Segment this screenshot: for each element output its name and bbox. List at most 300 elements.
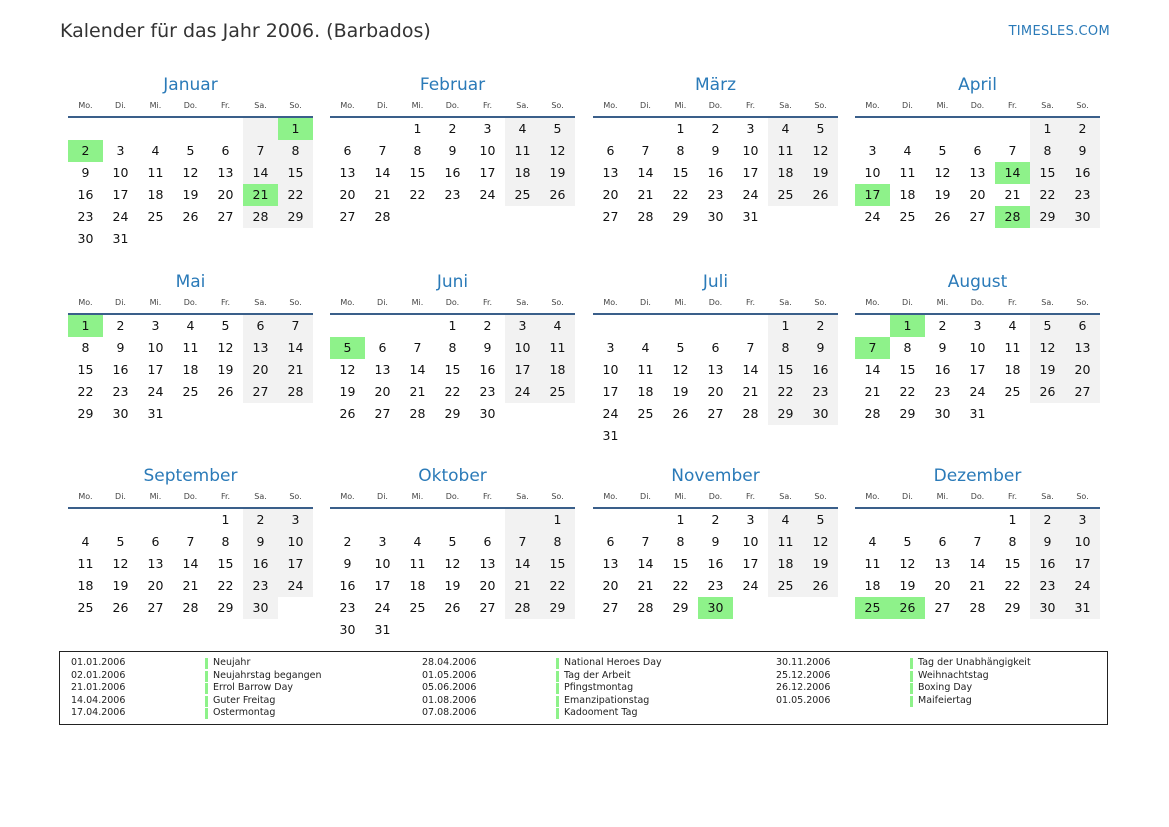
- day-cell[interactable]: 6: [938, 534, 947, 549]
- day-cell-holiday[interactable]: 1: [278, 118, 313, 140]
- day-cell[interactable]: 26: [803, 575, 838, 597]
- day-cell[interactable]: 17: [602, 384, 619, 399]
- day-cell[interactable]: 20: [707, 384, 724, 399]
- day-cell[interactable]: 19: [672, 384, 689, 399]
- day-cell[interactable]: 15: [899, 362, 916, 377]
- day-cell[interactable]: 28: [637, 600, 654, 615]
- day-cell[interactable]: 12: [339, 362, 356, 377]
- day-cell[interactable]: 23: [479, 384, 496, 399]
- day-cell[interactable]: 14: [505, 553, 540, 575]
- day-cell[interactable]: 23: [707, 578, 724, 593]
- day-cell[interactable]: 7: [505, 531, 540, 553]
- day-cell[interactable]: 19: [934, 187, 951, 202]
- day-cell[interactable]: 13: [479, 556, 496, 571]
- day-cell[interactable]: 6: [606, 143, 615, 158]
- day-cell[interactable]: 23: [444, 187, 461, 202]
- day-cell[interactable]: 27: [707, 406, 724, 421]
- day-cell[interactable]: 8: [278, 140, 313, 162]
- day-cell[interactable]: 29: [1030, 206, 1065, 228]
- day-cell[interactable]: 1: [448, 318, 457, 333]
- day-cell[interactable]: 29: [768, 403, 803, 425]
- day-cell[interactable]: 12: [899, 556, 916, 571]
- day-cell[interactable]: 4: [81, 534, 90, 549]
- day-cell[interactable]: 8: [221, 534, 230, 549]
- day-cell[interactable]: 24: [742, 578, 759, 593]
- day-cell[interactable]: 17: [479, 165, 496, 180]
- day-cell[interactable]: 24: [147, 384, 164, 399]
- day-cell[interactable]: 23: [77, 209, 94, 224]
- day-cell[interactable]: 19: [339, 384, 356, 399]
- day-cell[interactable]: 27: [934, 600, 951, 615]
- day-cell[interactable]: 16: [479, 362, 496, 377]
- day-cell[interactable]: 28: [409, 406, 426, 421]
- day-cell[interactable]: 23: [707, 187, 724, 202]
- day-cell[interactable]: 22: [1030, 184, 1065, 206]
- brand-link[interactable]: TIMESLES.COM: [1008, 24, 1110, 39]
- day-cell[interactable]: 7: [641, 143, 650, 158]
- day-cell[interactable]: 18: [77, 578, 94, 593]
- day-cell[interactable]: 29: [217, 600, 234, 615]
- day-cell[interactable]: 2: [116, 318, 125, 333]
- day-cell-holiday[interactable]: 2: [68, 140, 103, 162]
- day-cell[interactable]: 22: [768, 381, 803, 403]
- day-cell[interactable]: 9: [81, 165, 90, 180]
- day-cell[interactable]: 17: [112, 187, 129, 202]
- day-cell[interactable]: 9: [116, 340, 125, 355]
- day-cell[interactable]: 21: [374, 187, 391, 202]
- day-cell[interactable]: 23: [339, 600, 356, 615]
- day-cell[interactable]: 23: [1065, 184, 1100, 206]
- day-cell[interactable]: 2: [803, 315, 838, 337]
- day-cell[interactable]: 14: [278, 337, 313, 359]
- day-cell[interactable]: 4: [540, 315, 575, 337]
- day-cell[interactable]: 18: [147, 187, 164, 202]
- day-cell[interactable]: 10: [864, 165, 881, 180]
- day-cell[interactable]: 26: [339, 406, 356, 421]
- day-cell[interactable]: 18: [182, 362, 199, 377]
- day-cell[interactable]: 14: [637, 556, 654, 571]
- day-cell-holiday[interactable]: 5: [330, 337, 365, 359]
- day-cell[interactable]: 18: [409, 578, 426, 593]
- day-cell-holiday[interactable]: 1: [68, 315, 103, 337]
- day-cell[interactable]: 14: [637, 165, 654, 180]
- day-cell[interactable]: 27: [374, 406, 391, 421]
- day-cell[interactable]: 30: [339, 622, 356, 637]
- day-cell[interactable]: 28: [742, 406, 759, 421]
- day-cell[interactable]: 22: [672, 578, 689, 593]
- day-cell[interactable]: 13: [1065, 337, 1100, 359]
- day-cell[interactable]: 6: [378, 340, 387, 355]
- day-cell[interactable]: 13: [602, 165, 619, 180]
- day-cell[interactable]: 27: [1065, 381, 1100, 403]
- day-cell[interactable]: 4: [1008, 318, 1017, 333]
- day-cell[interactable]: 9: [938, 340, 947, 355]
- day-cell[interactable]: 26: [182, 209, 199, 224]
- day-cell[interactable]: 8: [676, 143, 685, 158]
- day-cell[interactable]: 20: [934, 578, 951, 593]
- day-cell[interactable]: 2: [1065, 118, 1100, 140]
- day-cell[interactable]: 2: [711, 121, 720, 136]
- day-cell[interactable]: 29: [444, 406, 461, 421]
- day-cell[interactable]: 24: [505, 381, 540, 403]
- day-cell[interactable]: 21: [182, 578, 199, 593]
- day-cell[interactable]: 20: [479, 578, 496, 593]
- day-cell[interactable]: 31: [602, 428, 619, 443]
- day-cell[interactable]: 10: [742, 143, 759, 158]
- day-cell[interactable]: 19: [540, 162, 575, 184]
- day-cell[interactable]: 3: [378, 534, 387, 549]
- day-cell[interactable]: 25: [768, 575, 803, 597]
- day-cell[interactable]: 13: [147, 556, 164, 571]
- day-cell[interactable]: 10: [278, 531, 313, 553]
- day-cell[interactable]: 16: [707, 556, 724, 571]
- day-cell[interactable]: 14: [182, 556, 199, 571]
- day-cell[interactable]: 15: [409, 165, 426, 180]
- day-cell[interactable]: 16: [243, 553, 278, 575]
- day-cell[interactable]: 15: [217, 556, 234, 571]
- day-cell[interactable]: 21: [742, 384, 759, 399]
- day-cell[interactable]: 16: [444, 165, 461, 180]
- day-cell[interactable]: 17: [147, 362, 164, 377]
- day-cell[interactable]: 5: [938, 143, 947, 158]
- day-cell[interactable]: 28: [505, 597, 540, 619]
- day-cell[interactable]: 10: [479, 143, 496, 158]
- day-cell[interactable]: 20: [243, 359, 278, 381]
- day-cell[interactable]: 15: [444, 362, 461, 377]
- day-cell[interactable]: 25: [899, 209, 916, 224]
- day-cell[interactable]: 24: [278, 575, 313, 597]
- day-cell[interactable]: 21: [637, 187, 654, 202]
- day-cell[interactable]: 31: [969, 406, 986, 421]
- day-cell[interactable]: 30: [803, 403, 838, 425]
- day-cell-holiday[interactable]: 28: [995, 206, 1030, 228]
- day-cell[interactable]: 20: [339, 187, 356, 202]
- day-cell[interactable]: 31: [1065, 597, 1100, 619]
- day-cell[interactable]: 17: [374, 578, 391, 593]
- day-cell[interactable]: 3: [505, 315, 540, 337]
- day-cell[interactable]: 22: [77, 384, 94, 399]
- day-cell[interactable]: 13: [217, 165, 234, 180]
- day-cell[interactable]: 9: [243, 531, 278, 553]
- day-cell[interactable]: 24: [864, 209, 881, 224]
- day-cell[interactable]: 1: [768, 315, 803, 337]
- day-cell[interactable]: 22: [444, 384, 461, 399]
- day-cell[interactable]: 29: [1004, 600, 1021, 615]
- day-cell[interactable]: 12: [444, 556, 461, 571]
- day-cell[interactable]: 30: [479, 406, 496, 421]
- day-cell[interactable]: 6: [243, 315, 278, 337]
- day-cell[interactable]: 3: [746, 512, 755, 527]
- day-cell[interactable]: 3: [1065, 509, 1100, 531]
- day-cell[interactable]: 24: [1065, 575, 1100, 597]
- day-cell[interactable]: 30: [934, 406, 951, 421]
- day-cell[interactable]: 19: [217, 362, 234, 377]
- day-cell-holiday[interactable]: 1: [890, 315, 925, 337]
- day-cell[interactable]: 3: [483, 121, 492, 136]
- day-cell[interactable]: 8: [448, 340, 457, 355]
- day-cell-holiday[interactable]: 26: [890, 597, 925, 619]
- day-cell[interactable]: 13: [339, 165, 356, 180]
- day-cell[interactable]: 8: [413, 143, 422, 158]
- day-cell[interactable]: 15: [1030, 162, 1065, 184]
- day-cell[interactable]: 26: [1030, 381, 1065, 403]
- day-cell[interactable]: 4: [186, 318, 195, 333]
- day-cell-holiday[interactable]: 21: [243, 184, 278, 206]
- day-cell[interactable]: 9: [343, 556, 352, 571]
- day-cell[interactable]: 2: [448, 121, 457, 136]
- day-cell[interactable]: 8: [1008, 534, 1017, 549]
- day-cell[interactable]: 17: [742, 165, 759, 180]
- day-cell[interactable]: 3: [116, 143, 125, 158]
- day-cell[interactable]: 11: [899, 165, 916, 180]
- day-cell[interactable]: 27: [217, 209, 234, 224]
- day-cell[interactable]: 26: [444, 600, 461, 615]
- day-cell[interactable]: 8: [1030, 140, 1065, 162]
- day-cell[interactable]: 8: [540, 531, 575, 553]
- day-cell[interactable]: 19: [899, 578, 916, 593]
- day-cell[interactable]: 4: [768, 118, 803, 140]
- day-cell[interactable]: 26: [217, 384, 234, 399]
- day-cell[interactable]: 26: [540, 184, 575, 206]
- day-cell[interactable]: 22: [540, 575, 575, 597]
- day-cell[interactable]: 13: [374, 362, 391, 377]
- day-cell[interactable]: 4: [505, 118, 540, 140]
- day-cell[interactable]: 1: [413, 121, 422, 136]
- day-cell[interactable]: 25: [1004, 384, 1021, 399]
- day-cell[interactable]: 26: [672, 406, 689, 421]
- day-cell[interactable]: 14: [742, 362, 759, 377]
- day-cell[interactable]: 5: [221, 318, 230, 333]
- day-cell[interactable]: 25: [409, 600, 426, 615]
- day-cell[interactable]: 7: [378, 143, 387, 158]
- day-cell[interactable]: 17: [1065, 553, 1100, 575]
- day-cell[interactable]: 1: [540, 509, 575, 531]
- day-cell[interactable]: 14: [374, 165, 391, 180]
- day-cell[interactable]: 2: [243, 509, 278, 531]
- day-cell[interactable]: 9: [448, 143, 457, 158]
- day-cell[interactable]: 24: [742, 187, 759, 202]
- day-cell[interactable]: 2: [483, 318, 492, 333]
- day-cell[interactable]: 16: [803, 359, 838, 381]
- day-cell[interactable]: 10: [374, 556, 391, 571]
- day-cell[interactable]: 7: [641, 534, 650, 549]
- day-cell[interactable]: 16: [1065, 162, 1100, 184]
- day-cell[interactable]: 7: [243, 140, 278, 162]
- day-cell[interactable]: 11: [77, 556, 94, 571]
- day-cell[interactable]: 20: [602, 578, 619, 593]
- day-cell[interactable]: 21: [864, 384, 881, 399]
- day-cell[interactable]: 23: [803, 381, 838, 403]
- day-cell[interactable]: 4: [641, 340, 650, 355]
- day-cell[interactable]: 4: [151, 143, 160, 158]
- day-cell[interactable]: 9: [1030, 531, 1065, 553]
- day-cell[interactable]: 28: [969, 600, 986, 615]
- day-cell[interactable]: 12: [540, 140, 575, 162]
- day-cell[interactable]: 21: [505, 575, 540, 597]
- day-cell[interactable]: 27: [969, 209, 986, 224]
- day-cell[interactable]: 21: [1004, 187, 1021, 202]
- day-cell[interactable]: 31: [742, 209, 759, 224]
- day-cell[interactable]: 12: [182, 165, 199, 180]
- day-cell[interactable]: 2: [1030, 509, 1065, 531]
- day-cell[interactable]: 27: [479, 600, 496, 615]
- day-cell[interactable]: 12: [803, 140, 838, 162]
- day-cell[interactable]: 19: [1030, 359, 1065, 381]
- day-cell[interactable]: 18: [505, 162, 540, 184]
- day-cell[interactable]: 1: [1030, 118, 1065, 140]
- day-cell[interactable]: 27: [602, 209, 619, 224]
- day-cell[interactable]: 17: [505, 359, 540, 381]
- day-cell[interactable]: 7: [746, 340, 755, 355]
- day-cell[interactable]: 31: [147, 406, 164, 421]
- day-cell[interactable]: 6: [151, 534, 160, 549]
- day-cell[interactable]: 11: [1004, 340, 1021, 355]
- day-cell[interactable]: 10: [147, 340, 164, 355]
- day-cell[interactable]: 11: [864, 556, 881, 571]
- day-cell[interactable]: 28: [864, 406, 881, 421]
- day-cell[interactable]: 2: [343, 534, 352, 549]
- day-cell[interactable]: 22: [217, 578, 234, 593]
- day-cell[interactable]: 19: [112, 578, 129, 593]
- day-cell[interactable]: 19: [803, 162, 838, 184]
- day-cell[interactable]: 6: [1065, 315, 1100, 337]
- day-cell[interactable]: 29: [278, 206, 313, 228]
- day-cell[interactable]: 15: [768, 359, 803, 381]
- day-cell[interactable]: 5: [676, 340, 685, 355]
- day-cell[interactable]: 9: [1065, 140, 1100, 162]
- day-cell[interactable]: 25: [147, 209, 164, 224]
- day-cell[interactable]: 23: [934, 384, 951, 399]
- day-cell[interactable]: 16: [112, 362, 129, 377]
- day-cell[interactable]: 23: [1030, 575, 1065, 597]
- day-cell[interactable]: 26: [112, 600, 129, 615]
- day-cell-holiday[interactable]: 7: [855, 337, 890, 359]
- day-cell[interactable]: 20: [374, 384, 391, 399]
- day-cell[interactable]: 21: [278, 359, 313, 381]
- day-cell[interactable]: 29: [540, 597, 575, 619]
- day-cell[interactable]: 9: [483, 340, 492, 355]
- day-cell[interactable]: 18: [864, 578, 881, 593]
- day-cell[interactable]: 29: [899, 406, 916, 421]
- day-cell[interactable]: 16: [934, 362, 951, 377]
- day-cell[interactable]: 20: [1065, 359, 1100, 381]
- day-cell[interactable]: 24: [969, 384, 986, 399]
- day-cell[interactable]: 18: [768, 162, 803, 184]
- day-cell[interactable]: 24: [112, 209, 129, 224]
- day-cell[interactable]: 13: [707, 362, 724, 377]
- day-cell[interactable]: 9: [803, 337, 838, 359]
- day-cell[interactable]: 30: [77, 231, 94, 246]
- day-cell[interactable]: 28: [278, 381, 313, 403]
- day-cell[interactable]: 29: [77, 406, 94, 421]
- day-cell[interactable]: 12: [217, 340, 234, 355]
- day-cell[interactable]: 5: [903, 534, 912, 549]
- day-cell[interactable]: 27: [243, 381, 278, 403]
- day-cell[interactable]: 1: [1008, 512, 1017, 527]
- day-cell[interactable]: 11: [768, 531, 803, 553]
- day-cell[interactable]: 26: [934, 209, 951, 224]
- day-cell-holiday[interactable]: 17: [855, 184, 890, 206]
- day-cell-holiday[interactable]: 30: [698, 597, 733, 619]
- day-cell[interactable]: 30: [243, 597, 278, 619]
- day-cell[interactable]: 4: [768, 509, 803, 531]
- day-cell[interactable]: 11: [182, 340, 199, 355]
- day-cell[interactable]: 2: [938, 318, 947, 333]
- day-cell[interactable]: 12: [112, 556, 129, 571]
- day-cell[interactable]: 10: [112, 165, 129, 180]
- day-cell[interactable]: 2: [711, 512, 720, 527]
- day-cell[interactable]: 9: [711, 534, 720, 549]
- day-cell[interactable]: 18: [540, 359, 575, 381]
- day-cell[interactable]: 23: [243, 575, 278, 597]
- day-cell[interactable]: 20: [969, 187, 986, 202]
- day-cell[interactable]: 18: [899, 187, 916, 202]
- day-cell[interactable]: 6: [711, 340, 720, 355]
- day-cell[interactable]: 1: [221, 512, 230, 527]
- day-cell-holiday[interactable]: 25: [855, 597, 890, 619]
- day-cell[interactable]: 30: [1030, 597, 1065, 619]
- day-cell[interactable]: 21: [969, 578, 986, 593]
- day-cell[interactable]: 4: [868, 534, 877, 549]
- day-cell[interactable]: 10: [1065, 531, 1100, 553]
- day-cell[interactable]: 6: [973, 143, 982, 158]
- day-cell[interactable]: 15: [1004, 556, 1021, 571]
- day-cell[interactable]: 16: [1030, 553, 1065, 575]
- day-cell[interactable]: 29: [672, 600, 689, 615]
- day-cell[interactable]: 27: [339, 209, 356, 224]
- day-cell[interactable]: 14: [969, 556, 986, 571]
- day-cell[interactable]: 11: [409, 556, 426, 571]
- day-cell[interactable]: 12: [672, 362, 689, 377]
- day-cell[interactable]: 25: [182, 384, 199, 399]
- day-cell[interactable]: 21: [637, 578, 654, 593]
- day-cell[interactable]: 7: [413, 340, 422, 355]
- day-cell[interactable]: 19: [444, 578, 461, 593]
- day-cell[interactable]: 3: [868, 143, 877, 158]
- day-cell[interactable]: 12: [934, 165, 951, 180]
- day-cell[interactable]: 23: [112, 384, 129, 399]
- day-cell-holiday[interactable]: 14: [995, 162, 1030, 184]
- day-cell[interactable]: 30: [707, 209, 724, 224]
- day-cell[interactable]: 8: [676, 534, 685, 549]
- day-cell[interactable]: 27: [147, 600, 164, 615]
- day-cell[interactable]: 7: [973, 534, 982, 549]
- day-cell[interactable]: 5: [803, 118, 838, 140]
- day-cell[interactable]: 7: [186, 534, 195, 549]
- day-cell[interactable]: 10: [742, 534, 759, 549]
- day-cell[interactable]: 1: [676, 512, 685, 527]
- day-cell[interactable]: 3: [973, 318, 982, 333]
- day-cell[interactable]: 13: [243, 337, 278, 359]
- day-cell[interactable]: 8: [903, 340, 912, 355]
- day-cell[interactable]: 17: [278, 553, 313, 575]
- day-cell[interactable]: 5: [1030, 315, 1065, 337]
- day-cell[interactable]: 26: [803, 184, 838, 206]
- day-cell[interactable]: 14: [409, 362, 426, 377]
- day-cell[interactable]: 3: [746, 121, 755, 136]
- day-cell[interactable]: 3: [606, 340, 615, 355]
- day-cell[interactable]: 15: [540, 553, 575, 575]
- day-cell[interactable]: 22: [278, 184, 313, 206]
- day-cell[interactable]: 22: [409, 187, 426, 202]
- day-cell[interactable]: 5: [116, 534, 125, 549]
- day-cell[interactable]: 28: [637, 209, 654, 224]
- day-cell[interactable]: 11: [540, 337, 575, 359]
- day-cell[interactable]: 28: [374, 209, 391, 224]
- day-cell[interactable]: 25: [768, 184, 803, 206]
- day-cell[interactable]: 15: [77, 362, 94, 377]
- day-cell[interactable]: 13: [602, 556, 619, 571]
